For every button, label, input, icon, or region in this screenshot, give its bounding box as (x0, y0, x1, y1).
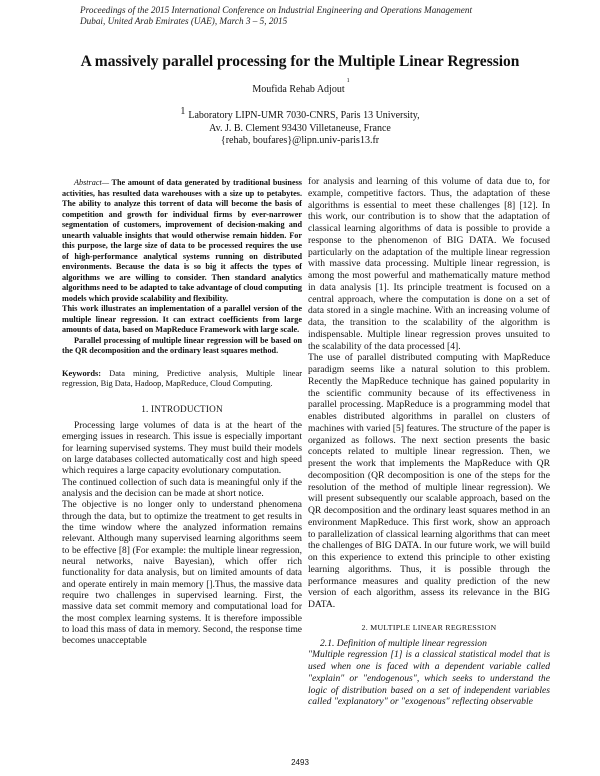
intro-paragraph-1: Processing large volumes of data is at the heart of the emerging issues in research. This issue is especially important for learning supervised systems. They must build their models on large databases collected automatically cost and high speed which requires a large capacity evolutionary computation. (62, 420, 302, 477)
abstract (62, 178, 302, 357)
author-line (0, 78, 600, 95)
abstract-label: Abstract— (74, 178, 110, 187)
right-column (308, 176, 550, 708)
affiliation-line-2: Av. J. B. Clement 93430 Villetaneuse, France (209, 122, 391, 134)
author-name: Moufida Rehab Adjout (252, 84, 345, 95)
abstract-paragraph-2: This work illustrates an implementation of a parallel version of the multiple linear regression. It can extract coefficients from large amounts of data, based on MapReduce Framework with large scale. (62, 304, 302, 334)
affiliation-line-1: 1 Laboratory LIPN-UMR 7030-CNRS, Paris 13 University, (180, 106, 420, 121)
affiliation-superscript: 1 (180, 106, 186, 117)
keywords-label: Keywords: (62, 368, 102, 378)
subsection-heading-definition: 2.1. Definition of multiple linear regression (320, 637, 487, 649)
abstract-paragraph-3: Parallel processing of multiple linear regression will be based on the QR decomposition and the ordinary least squares method. (62, 335, 302, 355)
conference-header (80, 5, 540, 26)
author-superscript: 1 (346, 78, 350, 84)
intro-paragraph-2: The continued collection of such data is meaningful only if the analysis and the decision can be made at short notice. (62, 477, 302, 499)
intro-paragraph-3: The objective is no longer only to understand phenomena through the data, but to optimize the treatment to get results in the time window where the analyzed information remains relevant. Although many supervised learning algorithms seem to be effective [8] (For example: the multiple linear regression, neural networks, naive Bayesian), which offer rich functionality for data analysis, but on limited amounts of data and operate entirely in main memory [].Thus, the massive data require two challenges in supervised learning. First, the massive data set commit memory and computational load for the most complex learning systems. It is therefore impossible to load this mass of data in memory. Second, the response time becomes unacceptable (62, 500, 302, 647)
page-number: 2493 (291, 758, 309, 767)
section-heading-multiple-linear-regression: 2. MULTIPLE LINEAR REGRESSION (361, 622, 497, 632)
abstract-paragraph-1: Abstract— The amount of data generated by traditional business activities, has resulted data warehouses with a size up to petabytes. The ability to analyze this torrent of data will become the basis of competition and growth for individual firms by ever-narrower segmentation of customers, improvement of decision-making and unearth valuable insights that would otherwise remain hidden. For this purpose, the large size of data to be processed requires the use of high-performance analytical systems running on distributed environments. Because the data is so big it affects the types of algorithms we are willing to consider. Then standard analytics algorithms need to be adapted to take advantage of cloud computing models which provide scalability and flexibility. (62, 178, 302, 303)
affiliation-email: {rehab, boufares}@lipn.univ-paris13.fr (220, 135, 380, 146)
keywords: Keywords: Data mining, Predictive analysis, Multiple linear regression, Big Data, Hadoop, MapReduce, Cloud Computing. (62, 368, 303, 388)
intro-paragraph-5: The use of parallel distributed computing with MapReduce paradigm seems like a natural solution to this problem. Recently the MapReduce technique has gained popularity in the scientific community because of its effectiveness in parallel processing. MapReduce is a programming model that enables distributed algorithms in parallel on clusters of machines with varied [5] features. The structure of the paper is organized as follows. The next section presents the basic concepts related to multiple linear regression. Then, we present the work that implements the MapReduce with QR decomposition (QR decomposition is one of the steps for the resolution of the method of multiple linear regression). We will present subsequently our scalable approach, based on the QR decomposition and the ordinary least squares method in an environment MapReduce. This first work, show an approach to parallelization of classical learning algorithms that can meet the challenges of BIG DATA. In our future work, we will build on this experience to extend this principle to other existing learning algorithms. Thus, it is possible through the performance measures and quality prediction of the new version of each algorithm, assess its relevance in the BIG DATA. (308, 352, 550, 610)
left-column (62, 178, 302, 648)
section-heading-introduction: 1. INTRODUCTION (141, 403, 223, 414)
definition-quote: "Multiple regression [1] is a classical statistical model that is used when one is faced with a dependent variable called "explain" or "endogenous", which seeks to understand the logic of distribution based on a set of independent variables called "explanatory" or "exogenous" reflecting observable (308, 649, 550, 708)
conference-line-1: Proceedings of the 2015 International Conference on Industrial Engineering and Operations Management (80, 5, 473, 15)
conference-line-2: Dubai, United Arab Emirates (UAE), March 3 – 5, 2015 (80, 15, 288, 26)
intro-paragraph-4: for analysis and learning of this volume of data due to, for example, competitive factors. Thus, the adaptation of these algorithms is essential to meet these challenges [8] [12]. In this work, our contribution is to show that the adaptation of classical learning algorithms of data is possible to provide a response to the phenomenon of BIG DATA. We focused particularly on the adaptation of the multiple linear regression with massive data processing. Multiple linear regression, is among the most powerful and mathematically mature method in data analysis [1]. Its principle treatment is focused on a central approach, where the computation is done on a set of data stored in a single machine. With an increasing volume of data, the transition to the scalability of the algorithm is indispensable. Multiple linear regression proves unsuited to the scalability of the data processed [4]. (308, 176, 550, 352)
affiliation (0, 106, 600, 148)
paper-title: A massively parallel processing for the Multiple Linear Regression (80, 53, 520, 70)
